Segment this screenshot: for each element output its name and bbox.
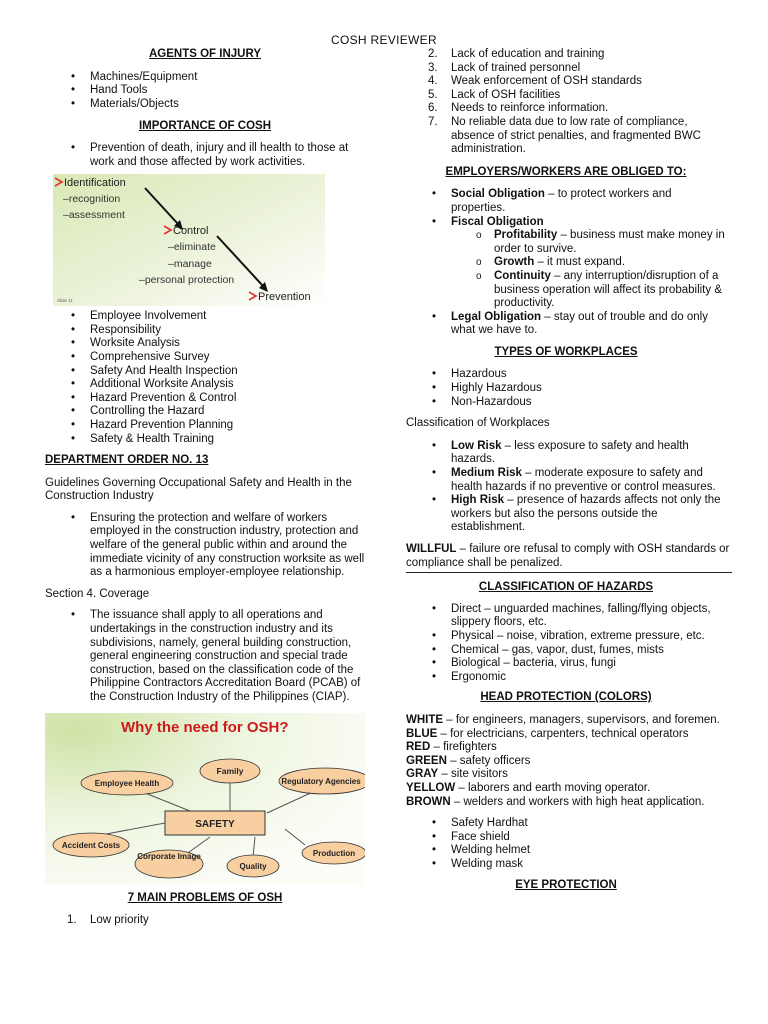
list-item: • Fiscal Obligation o Profitability – business must make money in order to survive. o Growth – it must expand. o Continuity – any interruption/disruption of a business operation will affect its probability & productivity. <box>406 216 726 311</box>
color-line: BROWN – welders and workers with high heat application. <box>406 795 705 808</box>
list-item: • Welding mask <box>406 858 726 872</box>
list-item: • Medium Risk – moderate exposure to safety and health hazards if no preventive or control measures. <box>406 467 726 494</box>
fiscal-sublist <box>451 229 726 311</box>
problems-list-part2 <box>406 48 726 157</box>
assessment-label: –assessment <box>63 209 125 222</box>
list-item: 5. Lack of OSH facilities <box>428 88 561 101</box>
list-item: 2. Lack of education and training <box>428 48 605 60</box>
list-item: • Legal Obligation – stay out of trouble and do only what we have to. <box>406 311 726 338</box>
sub-item: o Continuity – any interruption/disruption of a business operation will affect its probability & productivity. <box>451 270 726 311</box>
willful-paragraph: WILLFUL – failure ore refusal to comply with OSH standards or compliance shall be penalized. <box>406 543 732 573</box>
sub-item: o Growth – it must expand. <box>451 256 726 270</box>
list-item: 4. Weak enforcement of OSH standards <box>428 75 642 88</box>
list-item: • Biological – bacteria, virus, fungi <box>406 657 726 671</box>
list-item: • Social Obligation – to protect workers and properties. <box>406 188 726 215</box>
safety-label: SAFETY <box>195 818 235 830</box>
classification-list <box>406 440 726 535</box>
list-item: 6. Needs to reinforce information. <box>428 102 609 115</box>
family-label: Family <box>216 765 244 776</box>
agents-heading: AGENTS OF INJURY <box>148 48 262 60</box>
list-item: • High Risk – presence of hazards affects not only the workers but also the persons outside the establishment. <box>406 494 726 535</box>
list-item: • Comprehensive Survey <box>45 351 365 365</box>
identification-label: Identification <box>64 177 126 190</box>
left-column <box>45 48 365 928</box>
list-item: • Responsibility <box>45 324 365 338</box>
accident-costs-label: Accident Costs <box>61 840 121 850</box>
importance-heading: IMPORTANCE OF COSH <box>138 120 272 133</box>
employee-health-label: Employee Health <box>94 778 160 788</box>
color-line: GRAY – site visitors <box>406 768 508 781</box>
why-osh-title: Why the need for OSH? <box>121 718 289 736</box>
list-item: • Safety & Health Training <box>45 433 365 447</box>
list-item: • Non-Hazardous <box>406 396 726 410</box>
color-line: WHITE – for engineers, managers, supervisors, and foremen. <box>406 713 720 726</box>
list-item: • Machines/Equipment <box>45 71 365 85</box>
agents-list <box>45 71 365 112</box>
why-osh-diagram <box>45 713 365 885</box>
head-gear-list <box>406 817 726 871</box>
eliminate-label: –eliminate <box>168 241 216 254</box>
list-item: • Ergonomic <box>406 671 726 685</box>
right-column <box>406 48 730 893</box>
corporate-image-label <box>137 852 201 861</box>
prevention-diagram-svg <box>53 174 325 306</box>
color-line: RED – firefighters <box>406 741 497 754</box>
section4-heading: Section 4. Coverage <box>45 587 150 600</box>
do13-paragraph: Guidelines Governing Occupational Safety and Health in the Construction Industry <box>45 476 352 503</box>
hazards-heading: CLASSIFICATION OF HAZARDS <box>478 581 654 594</box>
problems-heading: 7 MAIN PROBLEMS OF OSH <box>127 891 283 904</box>
list-item: • The issuance shall apply to all operations and undertakings in the construction industry and its subdivisions, namely, general building construction, general engineering construction and special trade construction, based on the classification code of the Philippine Contractors Accreditation Board (PCAB) of the Construction Industry of the Philippines (CIAP). <box>45 609 365 704</box>
corporate-image-text: Corporate Image <box>137 851 201 861</box>
do13-heading: DEPARTMENT ORDER NO. 13 <box>45 454 209 467</box>
list-item: • Additional Worksite Analysis <box>45 378 365 392</box>
do13-list <box>45 512 365 580</box>
list-item: • Hazardous <box>406 368 726 382</box>
eye-protection-heading: EYE PROTECTION <box>515 879 617 892</box>
list-item: • Low Risk – less exposure to safety and health hazards. <box>406 440 726 467</box>
workplaces-list <box>406 368 726 409</box>
prevention-label: Prevention <box>258 291 311 304</box>
list-item: • Controlling the Hazard <box>45 405 365 419</box>
regulatory-label: Regulatory Agencies <box>281 776 361 786</box>
list-item: • Safety And Health Inspection <box>45 365 365 379</box>
list-item: • Highly Hazardous <box>406 382 726 396</box>
list-item: • Employee Involvement <box>45 310 365 324</box>
list-item: • Ensuring the protection and welfare of workers employed in the construction industry, protection and welfare of the general public within and around the immediate vicinity of any construction worksite as well as a harmonious employer-employee relationship. <box>45 512 365 580</box>
obliged-heading: EMPLOYERS/WORKERS ARE OBLIGED TO: <box>445 165 687 178</box>
workplaces-heading: TYPES OF WORKPLACES <box>494 345 638 358</box>
head-protection-heading: HEAD PROTECTION (COLORS) <box>480 691 652 704</box>
list-item: 1. Low priority <box>67 914 149 927</box>
list-item: • Worksite Analysis <box>45 337 365 351</box>
color-line: YELLOW – laborers and earth moving operator. <box>406 781 651 794</box>
list-item: • Prevention of death, injury and ill health to those at work and those affected by work activities. <box>45 142 365 169</box>
why-osh-diagram-svg <box>45 713 365 885</box>
list-item: • Safety Hardhat <box>406 817 726 831</box>
manage-label: –manage <box>168 258 212 271</box>
section4-list <box>45 609 365 704</box>
personal-protection-label: –personal protection <box>139 274 235 287</box>
importance-list <box>45 142 365 169</box>
sub-item: o Profitability – business must make money in order to survive. <box>451 229 726 256</box>
head-colors <box>406 714 726 809</box>
list-item: • Hand Tools <box>45 84 365 98</box>
list-item: • Physical – noise, vibration, extreme pressure, etc. <box>406 630 726 644</box>
list-item: • Hazard Prevention & Control <box>45 392 365 406</box>
list-item: • Chemical – gas, vapor, dust, fumes, mists <box>406 644 726 658</box>
program-list <box>45 310 365 446</box>
list-item: • Hazard Prevention Planning <box>45 419 365 433</box>
list-item: 3. Lack of trained personnel <box>428 61 581 74</box>
prevention-diagram <box>53 174 325 306</box>
list-item: • Materials/Objects <box>45 98 365 112</box>
color-line: GREEN – safety officers <box>406 754 531 767</box>
hazards-list <box>406 603 726 685</box>
recognition-label: –recognition <box>63 193 121 206</box>
slide-number: Slide 11 <box>57 298 73 304</box>
list-item: • Welding helmet <box>406 844 726 858</box>
list-item: 7. No reliable data due to low rate of compliance, absence of strict penalties, and fragmented BWC administration. <box>428 115 701 156</box>
quality-label: Quality <box>239 861 267 871</box>
page-title: COSH REVIEWER <box>331 33 437 47</box>
control-label: Control <box>173 225 209 238</box>
color-line: BLUE – for electricians, carpenters, technical operators <box>406 727 689 740</box>
production-label: Production <box>312 848 356 858</box>
list-item: • Direct – unguarded machines, falling/flying objects, slippery floors, etc. <box>406 603 726 630</box>
problems-list-part1 <box>45 914 365 928</box>
classification-heading: Classification of Workplaces <box>406 417 550 430</box>
list-item: • Face shield <box>406 831 726 845</box>
obliged-list <box>406 188 726 338</box>
